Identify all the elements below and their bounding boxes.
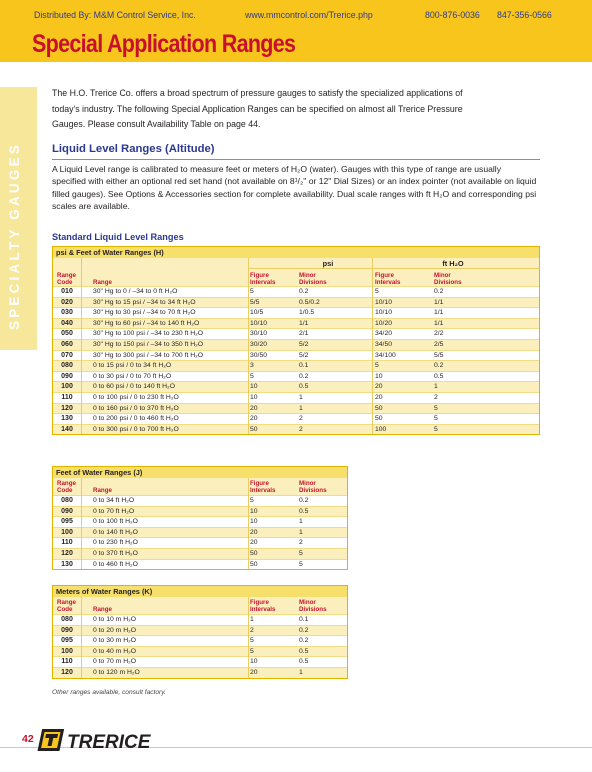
cell-minor-divisions: 1 — [299, 518, 303, 526]
cell-minor-divisions: 2/1 — [299, 330, 309, 338]
cell-minor-divisions: 0.5 — [299, 507, 309, 515]
section-divider — [52, 159, 540, 160]
cell-figure-intervals-ft: 34/20 — [375, 330, 393, 338]
psi-feet-water-table — [52, 246, 540, 435]
table-row — [53, 297, 539, 308]
cell-minor-divisions: 2 — [299, 539, 303, 547]
col-range: Range — [93, 487, 112, 494]
cell-range: 0 to 34 ft H₂O — [93, 497, 135, 504]
cell-range: 0 to 20 m H₂O — [93, 626, 137, 634]
cell-range: 0 to 140 ft H₂O — [93, 528, 138, 536]
cell-figure-intervals: 5 — [250, 288, 254, 295]
table-row — [53, 307, 539, 318]
cell-range-code: 130 — [61, 415, 73, 423]
header-bar — [0, 0, 592, 62]
cell-minor-divisions-ft: 0.5 — [434, 372, 444, 380]
cell-minor-divisions: 1 — [299, 668, 303, 676]
cell-figure-intervals-ft: 10/10 — [375, 298, 393, 306]
col-range-code: Range Code — [57, 272, 76, 286]
cell-figure-intervals-ft: 5 — [375, 288, 379, 295]
cell-range-code: 095 — [61, 637, 73, 645]
table-header — [53, 478, 347, 495]
col-figure-intervals: Figure Intervals — [250, 480, 276, 494]
cell-range-code: 130 — [61, 560, 73, 568]
cell-minor-divisions-ft: 5 — [434, 404, 438, 412]
cell-range: 30" Hg to 150 psi / –34 to 350 ft H₂O — [93, 340, 204, 348]
cell-minor-divisions: 0.5 — [299, 383, 309, 391]
cell-range-code: 090 — [61, 626, 73, 634]
cell-minor-divisions-ft: 1 — [434, 383, 438, 391]
cell-range-code: 140 — [61, 425, 73, 433]
page-title: Special Application Ranges — [32, 30, 296, 58]
cell-minor-divisions: 5/2 — [299, 340, 309, 348]
group-psi-label: psi — [322, 259, 334, 268]
table-row — [53, 286, 539, 297]
col-minor-divisions: Minor Divisions — [299, 599, 327, 613]
table-row — [53, 339, 539, 350]
cell-range-code: 095 — [61, 518, 73, 526]
cell-minor-divisions-ft: 2/5 — [434, 340, 444, 348]
cell-figure-intervals: 10/10 — [250, 319, 268, 327]
cell-figure-intervals: 3 — [250, 362, 254, 370]
cell-range-code: 110 — [61, 539, 73, 547]
cell-figure-intervals-ft: 50 — [375, 415, 383, 423]
cell-figure-intervals: 10 — [250, 658, 258, 666]
table-caption: Feet of Water Ranges (J) — [53, 467, 347, 478]
trerice-logo — [37, 725, 151, 755]
cell-figure-intervals: 20 — [250, 404, 258, 412]
cell-range: 0 to 100 psi / 0 to 230 ft H₂O — [93, 393, 179, 401]
distributor-text: Distributed By: M&M Control Service, Inc. — [34, 10, 196, 20]
cell-range-code: 090 — [61, 372, 73, 380]
cell-figure-intervals: 20 — [250, 415, 258, 423]
col-figure-intervals: Figure Intervals — [250, 599, 276, 613]
cell-figure-intervals: 20 — [250, 539, 258, 547]
cell-figure-intervals-ft: 10 — [375, 372, 383, 380]
cell-range: 0 to 460 ft H₂O — [93, 560, 138, 568]
cell-range-code: 010 — [61, 288, 73, 295]
table-row — [53, 635, 347, 646]
cell-minor-divisions: 0.1 — [299, 362, 309, 370]
cell-figure-intervals: 2 — [250, 626, 254, 634]
cell-figure-intervals-ft: 100 — [375, 425, 387, 433]
table-header — [53, 597, 347, 614]
col-range: Range — [93, 279, 112, 286]
cell-minor-divisions: 0.2 — [299, 637, 309, 645]
cell-range-code: 120 — [61, 549, 73, 557]
table-row — [53, 506, 347, 517]
cell-range: 0 to 120 m H₂O — [93, 668, 140, 676]
cell-figure-intervals: 1 — [250, 616, 254, 623]
cell-figure-intervals: 10/5 — [250, 309, 264, 317]
cell-figure-intervals-ft: 34/100 — [375, 351, 396, 359]
cell-range: 0 to 70 ft H₂O — [93, 507, 135, 515]
cell-figure-intervals: 20 — [250, 528, 258, 536]
table-row — [53, 371, 539, 382]
cell-figure-intervals: 10 — [250, 383, 258, 391]
table-row — [53, 392, 539, 403]
page-number: 42 — [22, 733, 34, 745]
cell-range-code: 040 — [61, 319, 73, 327]
cell-figure-intervals: 50 — [250, 549, 258, 557]
cell-minor-divisions: 5 — [299, 549, 303, 557]
table-row — [53, 424, 539, 435]
cell-figure-intervals: 30/20 — [250, 340, 268, 348]
cell-figure-intervals-ft: 10/20 — [375, 319, 393, 327]
cell-figure-intervals: 30/50 — [250, 351, 268, 359]
group-divider — [248, 268, 540, 269]
table-row — [53, 516, 347, 527]
cell-range: 0 to 370 ft H₂O — [93, 549, 138, 557]
cell-range-code: 100 — [61, 383, 73, 391]
table-row — [53, 548, 347, 559]
cell-range-code: 020 — [61, 298, 73, 306]
intro-paragraph: The H.O. Trerice Co. offers a broad spectrum of pressure gauges to satisfy the specialized applications of today's industry. The following Special Application Ranges can be specified on almost all Trerice Pressure Gauges. Please consult Availability Table on page 44. — [52, 88, 463, 129]
cell-range-code: 110 — [61, 393, 73, 401]
cell-range: 30" Hg to 100 psi / –34 to 230 ft H₂O — [93, 330, 204, 338]
cell-minor-divisions: 0.2 — [299, 288, 309, 295]
cell-minor-divisions: 1 — [299, 393, 303, 401]
col-minor-divisions: Minor Divisions — [299, 480, 327, 494]
distributor-url[interactable]: www.mmcontrol.com/Trerice.php — [245, 10, 373, 20]
col-minor-divisions-psi: Minor Divisions — [299, 272, 327, 286]
cell-figure-intervals-ft: 20 — [375, 383, 383, 391]
table-row — [53, 328, 539, 339]
cell-minor-divisions-ft: 5 — [434, 415, 438, 423]
table-row — [53, 527, 347, 538]
col-figure-intervals-ft: Figure Intervals — [375, 272, 401, 286]
cell-range-code: 080 — [61, 616, 73, 623]
group-ft-label: ft H₂O — [442, 259, 464, 268]
cell-range: 30" Hg to 15 psi / –34 to 34 ft H₂O — [93, 298, 196, 306]
cell-minor-divisions: 1 — [299, 528, 303, 536]
cell-range-code: 050 — [61, 330, 73, 338]
phone-1: 800-876-0036 — [425, 10, 480, 20]
table-row — [53, 656, 347, 667]
cell-minor-divisions-ft: 2 — [434, 393, 438, 401]
cell-range-code: 060 — [61, 340, 73, 348]
cell-range: 0 to 60 psi / 0 to 140 ft H₂O — [93, 383, 175, 391]
cell-figure-intervals-ft: 34/50 — [375, 340, 393, 348]
cell-minor-divisions: 2 — [299, 415, 303, 423]
cell-range: 0 to 30 m H₂O — [93, 637, 137, 645]
cell-range: 0 to 40 m H₂O — [93, 647, 137, 655]
cell-figure-intervals-ft: 5 — [375, 362, 379, 370]
cell-figure-intervals: 10 — [250, 518, 258, 526]
cell-figure-intervals: 5 — [250, 372, 254, 380]
cell-figure-intervals: 5 — [250, 637, 254, 645]
cell-minor-divisions: 0.1 — [299, 616, 309, 623]
section-paragraph: A Liquid Level range is calibrated to measure feet or meters of H₂O (water). Gauges with this type of range are usually specified with either an optional red set hand (not available on 8¹/₂" or 12" Dial Sizes) or an index pointer (not available on liquid filled gauges). See Options & Accessories section for complete availability. Dual scale ranges with ft H₂O and corresponding psi scales are available. — [52, 164, 537, 212]
col-range: Range — [93, 606, 112, 613]
cell-range: 30" Hg to 300 psi / –34 to 700 ft H₂O — [93, 351, 204, 359]
cell-minor-divisions: 0.5 — [299, 647, 309, 655]
table-row — [53, 495, 347, 506]
cell-minor-divisions: 1 — [299, 404, 303, 412]
cell-range-code: 030 — [61, 309, 73, 317]
cell-range: 0 to 70 m H₂O — [93, 658, 137, 666]
cell-figure-intervals: 5 — [250, 497, 254, 504]
col-minor-divisions-ft: Minor Divisions — [434, 272, 462, 286]
cell-minor-divisions-ft: 1/1 — [434, 309, 444, 317]
cell-range-code: 080 — [61, 497, 73, 504]
cell-range: 0 to 200 psi / 0 to 460 ft H₂O — [93, 415, 179, 423]
cell-range-code: 100 — [61, 528, 73, 536]
table-row — [53, 403, 539, 414]
side-tab-label: SPECIALTY GAUGES — [7, 142, 22, 330]
cell-minor-divisions: 5/2 — [299, 351, 309, 359]
cell-minor-divisions: 0.2 — [299, 372, 309, 380]
cell-range: 0 to 10 m H₂O — [93, 616, 137, 623]
cell-figure-intervals: 5 — [250, 647, 254, 655]
table-body — [53, 286, 539, 434]
table-row — [53, 381, 539, 392]
cell-minor-divisions: 0.5/0.2 — [299, 298, 320, 306]
table-row — [53, 667, 347, 678]
col-figure-intervals-psi: Figure Intervals — [250, 272, 276, 286]
table-row — [53, 413, 539, 424]
cell-minor-divisions-ft: 2/2 — [434, 330, 444, 338]
meters-water-table — [52, 585, 348, 679]
cell-figure-intervals: 20 — [250, 668, 258, 676]
cell-range-code: 100 — [61, 647, 73, 655]
cell-figure-intervals: 50 — [250, 425, 258, 433]
cell-figure-intervals: 30/10 — [250, 330, 268, 338]
cell-minor-divisions-ft: 1/1 — [434, 319, 444, 327]
cell-minor-divisions-ft: 1/1 — [434, 298, 444, 306]
table-header — [53, 258, 539, 286]
cell-range-code: 120 — [61, 404, 73, 412]
cell-figure-intervals: 50 — [250, 560, 258, 568]
cell-range: 0 to 160 psi / 0 to 370 ft H₂O — [93, 404, 179, 412]
logo-wordmark: TRERICE — [67, 732, 151, 753]
col-range-code: Range Code — [57, 599, 76, 613]
cell-minor-divisions: 1/1 — [299, 319, 309, 327]
table-caption: psi & Feet of Water Ranges (H) — [53, 247, 539, 258]
section-heading: Liquid Level Ranges (Altitude) — [52, 143, 215, 155]
cell-range: 0 to 100 ft H₂O — [93, 518, 138, 526]
cell-minor-divisions: 5 — [299, 560, 303, 568]
cell-range: 0 to 230 ft H₂O — [93, 539, 138, 547]
cell-figure-intervals: 10 — [250, 507, 258, 515]
cell-range-code: 120 — [61, 668, 73, 676]
table-row — [53, 350, 539, 361]
cell-range: 30" Hg to 0 / –34 to 0 ft H₂O — [93, 288, 178, 295]
cell-range-code: 110 — [61, 658, 73, 666]
table-row — [53, 360, 539, 371]
cell-range: 0 to 300 psi / 0 to 700 ft H₂O — [93, 425, 179, 433]
cell-range: 30" Hg to 60 psi / –34 to 140 ft H₂O — [93, 319, 200, 327]
cell-figure-intervals-ft: 10/10 — [375, 309, 393, 317]
cell-minor-divisions-ft: 0.2 — [434, 288, 444, 295]
table-caption: Meters of Water Ranges (K) — [53, 586, 347, 597]
feet-water-table — [52, 466, 348, 570]
table-body — [53, 495, 347, 569]
cell-range-code: 070 — [61, 351, 73, 359]
table-row — [53, 614, 347, 625]
cell-minor-divisions: 2 — [299, 425, 303, 433]
table-row — [53, 537, 347, 548]
cell-range: 30" Hg to 30 psi / –34 to 70 ft H₂O — [93, 309, 196, 317]
cell-minor-divisions-ft: 5 — [434, 425, 438, 433]
phone-2: 847-356-0566 — [497, 10, 552, 20]
cell-minor-divisions: 0.2 — [299, 497, 309, 504]
col-range-code: Range Code — [57, 480, 76, 494]
cell-minor-divisions-ft: 0.2 — [434, 362, 444, 370]
table-row — [53, 625, 347, 636]
cell-minor-divisions: 0.2 — [299, 626, 309, 634]
standard-ranges-heading: Standard Liquid Level Ranges — [52, 232, 184, 242]
table-body — [53, 614, 347, 678]
cell-minor-divisions-ft: 5/5 — [434, 351, 444, 359]
cell-range: 0 to 30 psi / 0 to 70 ft H₂O — [93, 372, 172, 380]
table-row — [53, 559, 347, 570]
cell-figure-intervals: 5/5 — [250, 298, 260, 306]
cell-minor-divisions: 1/0.5 — [299, 309, 315, 317]
cell-range-code: 080 — [61, 362, 73, 370]
cell-range-code: 090 — [61, 507, 73, 515]
cell-minor-divisions: 0.5 — [299, 658, 309, 666]
cell-figure-intervals: 10 — [250, 393, 258, 401]
table-row — [53, 318, 539, 329]
cell-figure-intervals-ft: 20 — [375, 393, 383, 401]
footnote: Other ranges available, consult factory. — [52, 689, 166, 696]
cell-figure-intervals-ft: 50 — [375, 404, 383, 412]
table-row — [53, 646, 347, 657]
cell-range: 0 to 15 psi / 0 to 34 ft H₂O — [93, 362, 172, 370]
